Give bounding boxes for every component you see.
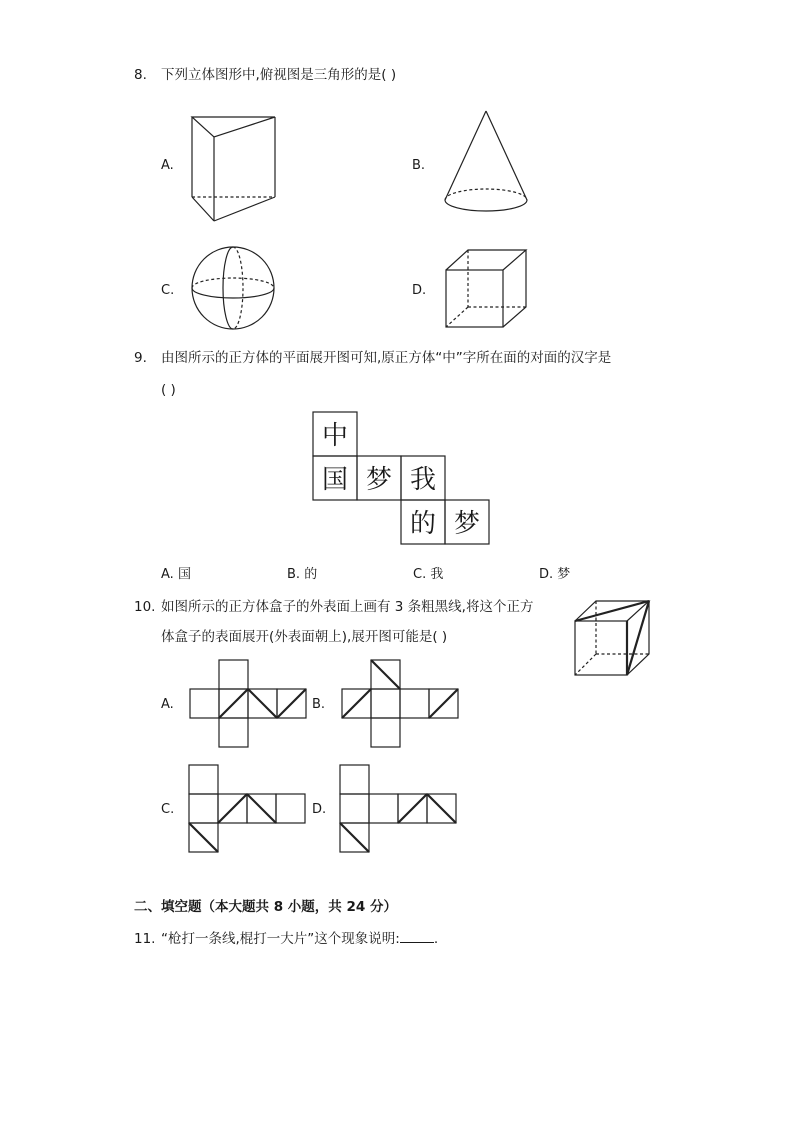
net-option-b-figure (341, 659, 471, 754)
q9-option-d-value: 梦 (557, 567, 571, 582)
q9-option-c (413, 566, 443, 584)
net-char-middle-1: 国 (321, 465, 349, 495)
net-char-middle-3: 我 (409, 465, 437, 495)
q9-paren: ( ) (161, 382, 176, 398)
cone-figure (440, 108, 540, 228)
q11-end: . (433, 931, 439, 947)
cube-figure (444, 248, 544, 348)
q9-option-b-value: 的 (304, 567, 318, 582)
q9-text: 由图所示的正方体的平面展开图可知,原正方体“中”字所在面的对面的汉字是 (161, 350, 612, 366)
q10-option-b-label: B. (312, 697, 326, 712)
net-option-d-figure (339, 764, 469, 864)
net-char-bottom-2: 梦 (453, 509, 481, 539)
q9-option-c-label: C. (413, 567, 427, 582)
q10-number: 10. (134, 599, 156, 615)
sphere-figure (190, 246, 290, 346)
q9-option-b (287, 566, 317, 584)
q9-option-a (161, 566, 191, 584)
net-char-middle-2: 梦 (365, 465, 393, 495)
section-title: 二、填空题（本大题共 8 小题，共 24 分） (134, 899, 397, 915)
q8-number: 8. (134, 67, 147, 83)
q9-option-d (539, 566, 570, 584)
q10-option-a-label: A. (161, 697, 174, 712)
net-option-a-figure (189, 659, 319, 754)
net-char-bottom-1: 的 (409, 509, 437, 539)
triangular-prism-figure (185, 110, 285, 230)
cube-with-lines-figure (572, 598, 672, 688)
q9-option-a-label: A. (161, 567, 174, 582)
q9-option-c-value: 我 (430, 567, 444, 582)
net-option-c-figure (188, 764, 318, 864)
q9-option-a-value: 国 (177, 567, 191, 582)
q10-option-d-label: D. (312, 802, 327, 817)
q11-number: 11. (134, 931, 156, 947)
q11-answer-blank[interactable] (400, 930, 434, 943)
q9-option-b-label: B. (287, 567, 301, 582)
q10-text-line2: 体盒子的表面展开(外表面朝上),展开图可能是( ) (161, 629, 448, 645)
q10-text-line1: 如图所示的正方体盒子的外表面上画有 3 条粗黑线,将这个正方 (161, 599, 534, 615)
q8-option-a-label: A. (161, 158, 174, 173)
q9-option-d-label: D. (539, 567, 554, 582)
q8-option-d-label: D. (412, 283, 427, 298)
q8-text: 下列立体图形中,俯视图是三角形的是( ) (161, 67, 397, 83)
q8-option-c-label: C. (161, 283, 175, 298)
q9-number: 9. (134, 350, 147, 366)
q11-question (161, 930, 438, 948)
q11-text: “枪打一条线,棍打一大片”这个现象说明: (161, 931, 400, 947)
q8-option-b-label: B. (412, 158, 426, 173)
cube-net-figure (312, 411, 512, 561)
q10-option-c-label: C. (161, 802, 175, 817)
net-char-top: 中 (321, 421, 349, 451)
